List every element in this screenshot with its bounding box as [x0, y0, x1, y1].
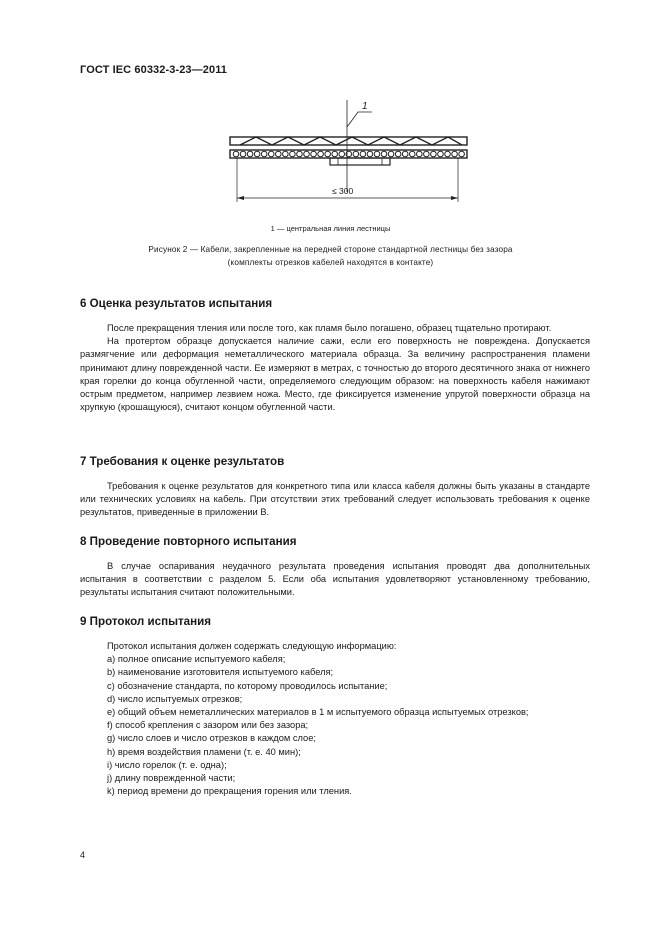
- cable-circle: [283, 151, 289, 157]
- section-6-paragraph-2: На протертом образце допускается наличие сажи, если его поверхность не повреждена. Допускается размягчение или деформация неметаллического материала образца. За величину распространения пламени принимают длину поврежденной части. Ее измеряют в метрах, с точностью до второго десятичного знака от нижнего края горелки до конца обугленной части, определяемого следующим образом: на поверхность кабеля нажимают острым предметом, например лезвием ножа. Место, где фиксируется изменение упругой поверхности образца на хрупкую (крошащуюся), считают концом обугленной части.: [80, 336, 590, 413]
- cable-bundle-lower: [330, 158, 390, 165]
- section-9: [80, 615, 590, 798]
- cable-circle: [438, 151, 444, 157]
- cable-circle: [339, 151, 345, 157]
- dimension-label: ≤ 300: [332, 186, 354, 196]
- cable-circle: [388, 151, 394, 157]
- section-6: [80, 297, 590, 414]
- cable-circle: [360, 151, 366, 157]
- page-number: 4: [80, 850, 86, 860]
- protocol-item: b) наименование изготовителя испытуемого кабеля;: [107, 667, 334, 678]
- protocol-item: g) число слоев и число отрезков в каждом слое;: [107, 733, 316, 744]
- section-8: [80, 535, 590, 600]
- cable-circle: [332, 151, 338, 157]
- protocol-item: e) общий объем неметаллических материалов в 1 м испытуемого образца испытуемых отрезков;: [107, 707, 529, 718]
- cable-circle: [311, 151, 317, 157]
- cable-circle: [290, 151, 296, 157]
- cable-circle: [445, 151, 451, 157]
- cable-circle: [381, 151, 387, 157]
- protocol-item: i) число горелок (т. е. одна);: [107, 759, 227, 770]
- callout-label: 1: [362, 101, 368, 112]
- protocol-item: h) время воздействия пламени (т. е. 40 мин);: [107, 746, 301, 757]
- section-7: [80, 455, 590, 520]
- cable-circle: [452, 151, 458, 157]
- cable-circle: [247, 151, 253, 157]
- figure-note: 1 — центральная линия лестницы: [270, 224, 391, 233]
- ladder-truss: [240, 137, 462, 145]
- cable-circle: [240, 151, 246, 157]
- cable-circle: [367, 151, 373, 157]
- section-6-paragraph-1: После прекращения тления или после того, как пламя было погашено, образец тщательно протирают.: [107, 323, 552, 333]
- cable-circle: [459, 151, 465, 157]
- section-8-paragraph-1: В случае оспаривания неудачного результата проведения испытания проводят два дополнительных испытания в соответствии с разделом 5. Если оба испытания удовлетворяют установленному требованию, результаты испытания считают положительными.: [80, 561, 590, 598]
- protocol-item: k) период времени до прекращения горения или тления.: [107, 786, 352, 797]
- cable-circle: [409, 151, 415, 157]
- cable-circle: [304, 151, 310, 157]
- section-9-heading: 9 Протокол испытания: [80, 615, 212, 628]
- protocol-items-list: [80, 653, 590, 798]
- cable-circle: [276, 151, 282, 157]
- cable-circle: [417, 151, 423, 157]
- cable-circle: [268, 151, 274, 157]
- cable-circle: [325, 151, 331, 157]
- figure-caption: [90, 243, 571, 269]
- section-6-heading: 6 Оценка результатов испытания: [80, 297, 273, 310]
- cable-circles: [233, 151, 464, 157]
- section-9-intro: Протокол испытания должен содержать следующую информацию:: [107, 641, 397, 651]
- cable-circle: [261, 151, 267, 157]
- cable-circle: [424, 151, 430, 157]
- protocol-item: d) число испытуемых отрезков;: [107, 693, 243, 704]
- ladder-cable-figure: [222, 92, 472, 212]
- protocol-item: c) обозначение стандарта, по которому проводилось испытание;: [107, 680, 388, 691]
- section-8-heading: 8 Проведение повторного испытания: [80, 535, 297, 548]
- section-7-paragraph-1: Требования к оценке результатов для конкретного типа или класса кабеля должны быть указаны в стандарте или технических условиях на кабель. При отсутствии этих требований следует использовать требования к оценке результатов, приведенные в приложении В.: [80, 481, 590, 518]
- cable-circle: [318, 151, 324, 157]
- section-7-heading: 7 Требования к оценке результатов: [80, 455, 285, 468]
- protocol-item: f) способ крепления с зазором или без зазора;: [107, 720, 309, 731]
- figure-caption-line-1: Рисунок 2 — Кабели, закрепленные на передней стороне стандартной лестницы без зазора: [148, 245, 513, 254]
- cable-circle: [374, 151, 380, 157]
- protocol-item: a) полное описание испытуемого кабеля;: [107, 654, 286, 665]
- cable-circle: [395, 151, 401, 157]
- cable-circle: [233, 151, 239, 157]
- cable-circle: [254, 151, 260, 157]
- cable-circle: [402, 151, 408, 157]
- protocol-item: j) длину поврежденной части;: [107, 773, 236, 784]
- document-code-header: ГОСТ IEC 60332-3-23—2011: [80, 64, 228, 76]
- callout-leader: [347, 112, 372, 127]
- cable-circle: [297, 151, 303, 157]
- cable-circle: [431, 151, 437, 157]
- cable-circle: [353, 151, 359, 157]
- figure-caption-line-2: (комплекты отрезков кабелей находятся в контакте): [227, 258, 434, 267]
